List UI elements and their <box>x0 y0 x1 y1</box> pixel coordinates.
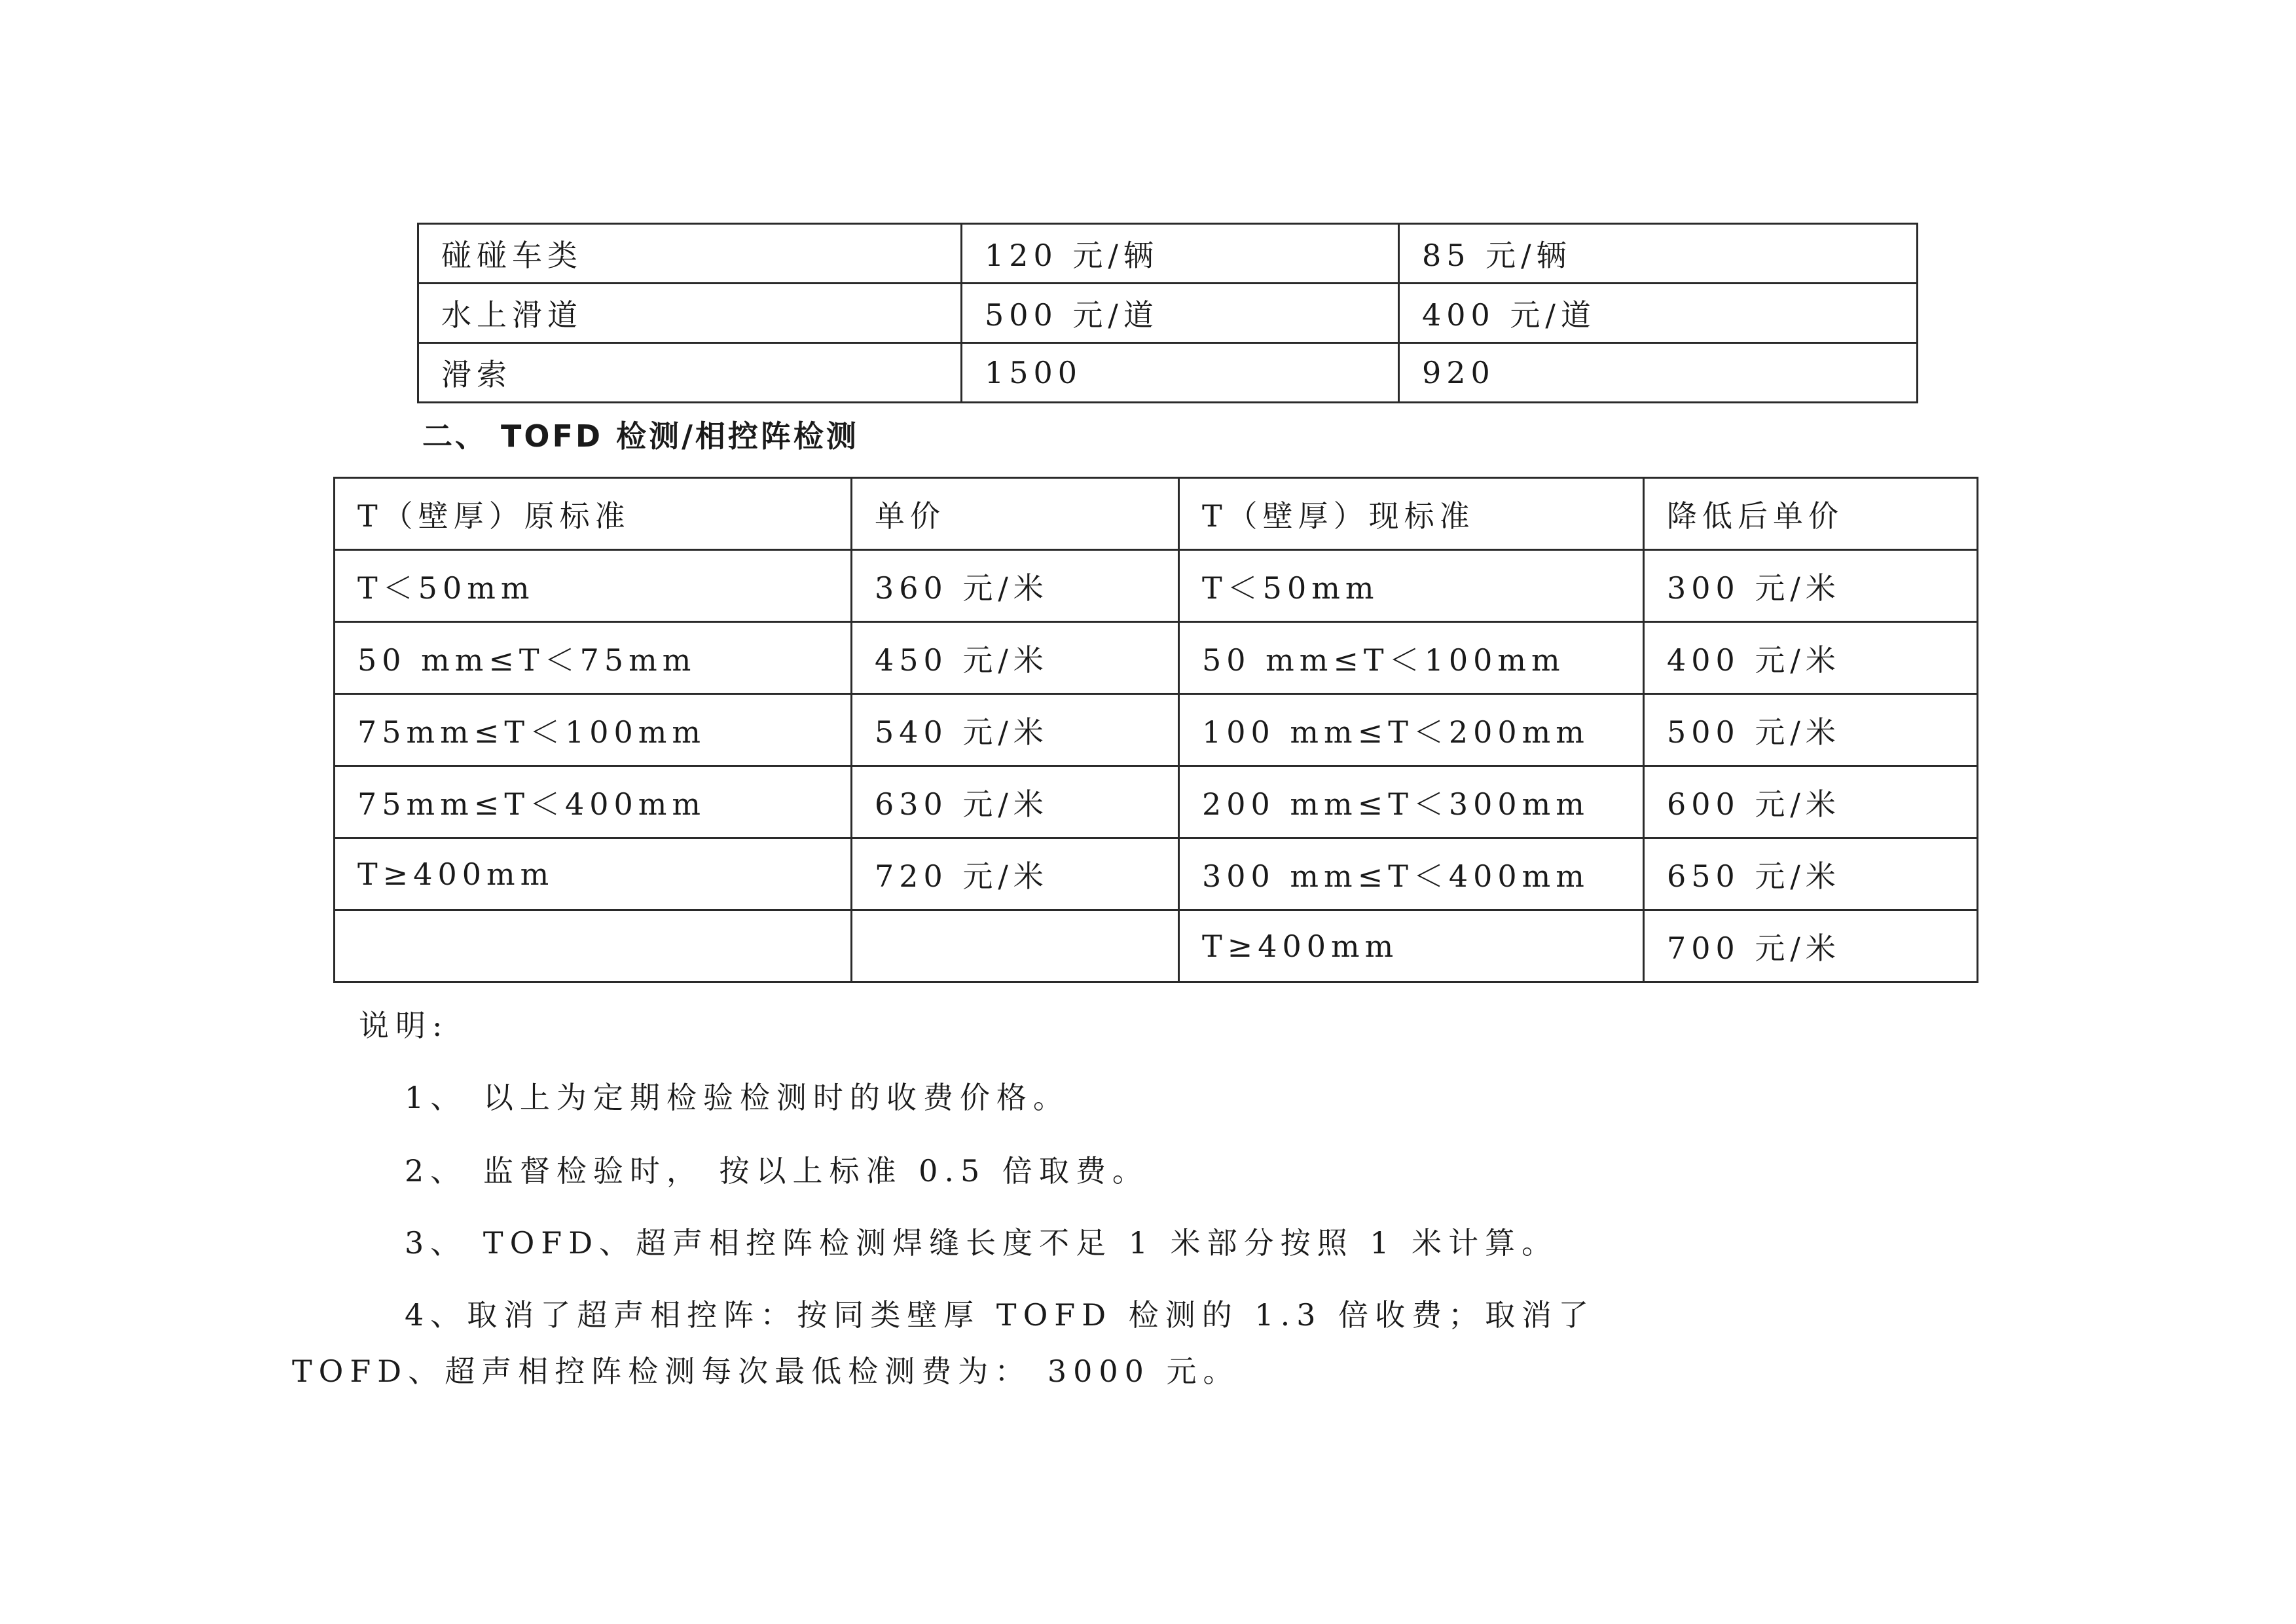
fee-table-tofd <box>333 477 1978 983</box>
header-cell-unit-price: 单价 <box>852 478 1179 550</box>
table-cell <box>852 910 1179 982</box>
table-row <box>335 550 1978 622</box>
table-cell: 滑索 <box>418 343 962 403</box>
table-cell: 50 mm≤T＜75mm <box>335 622 852 694</box>
table-cell: 540 元/米 <box>852 694 1179 766</box>
table-cell: 720 元/米 <box>852 838 1179 910</box>
table-cell: 650 元/米 <box>1644 838 1978 910</box>
note-item-3: 3、 TOFD、超声相控阵检测焊缝长度不足 1 米部分按照 1 米计算。 <box>405 1225 1559 1261</box>
table-cell: 450 元/米 <box>852 622 1179 694</box>
table-cell: 碰碰车类 <box>418 224 962 284</box>
header-cell-original-standard: T（壁厚）原标准 <box>335 478 852 550</box>
table-cell: T≥400mm <box>335 838 852 910</box>
table-cell: 400 元/道 <box>1399 284 1918 343</box>
table-row <box>335 838 1978 910</box>
table-cell: 50 mm≤T＜100mm <box>1179 622 1644 694</box>
table-row <box>418 284 1918 343</box>
table-cell: 300 元/米 <box>1644 550 1978 622</box>
table-cell: T≥400mm <box>1179 910 1644 982</box>
note-item-4-continued: TOFD、超声相控阵检测每次最低检测费为： 3000 元。 <box>292 1354 1240 1389</box>
table-header-row <box>335 478 1978 550</box>
table-cell: 920 <box>1399 343 1918 403</box>
table-cell: 75mm≤T＜400mm <box>335 766 852 838</box>
table-cell: T＜50mm <box>1179 550 1644 622</box>
note-item-2: 2、 监督检验时， 按以上标准 0.5 倍取费。 <box>405 1153 1149 1189</box>
fee-table-amusement-body <box>418 224 1918 403</box>
notes-title: 说明: <box>359 1008 449 1043</box>
table-cell: 700 元/米 <box>1644 910 1978 982</box>
table-cell: 630 元/米 <box>852 766 1179 838</box>
fee-table-tofd-body <box>335 550 1978 982</box>
header-cell-reduced-price: 降低后单价 <box>1644 478 1978 550</box>
table-cell: 400 元/米 <box>1644 622 1978 694</box>
section-heading: 二、 TOFD 检测/相控阵检测 <box>422 418 859 454</box>
table-cell <box>335 910 852 982</box>
note-item-1: 1、 以上为定期检验检测时的收费价格。 <box>405 1080 1070 1115</box>
fee-table-amusement <box>417 223 1918 403</box>
table-row <box>335 694 1978 766</box>
header-cell-current-standard: T（壁厚）现标准 <box>1179 478 1644 550</box>
table-cell: 75mm≤T＜100mm <box>335 694 852 766</box>
table-cell: 100 mm≤T＜200mm <box>1179 694 1644 766</box>
table-cell: 500 元/米 <box>1644 694 1978 766</box>
table-cell: 500 元/道 <box>962 284 1399 343</box>
note-item-4: 4、取消了超声相控阵：按同类壁厚 TOFD 检测的 1.3 倍收费；取消了 <box>405 1297 1595 1333</box>
table-cell: 水上滑道 <box>418 284 962 343</box>
table-cell: 360 元/米 <box>852 550 1179 622</box>
table-row <box>418 343 1918 403</box>
fee-table-tofd-header <box>335 478 1978 550</box>
table-row <box>418 224 1918 284</box>
table-cell: 600 元/米 <box>1644 766 1978 838</box>
table-row <box>335 766 1978 838</box>
table-row <box>335 622 1978 694</box>
table-cell: T＜50mm <box>335 550 852 622</box>
table-cell: 200 mm≤T＜300mm <box>1179 766 1644 838</box>
table-cell: 85 元/辆 <box>1399 224 1918 284</box>
table-cell: 120 元/辆 <box>962 224 1399 284</box>
table-cell: 1500 <box>962 343 1399 403</box>
table-row <box>335 910 1978 982</box>
table-cell: 300 mm≤T＜400mm <box>1179 838 1644 910</box>
